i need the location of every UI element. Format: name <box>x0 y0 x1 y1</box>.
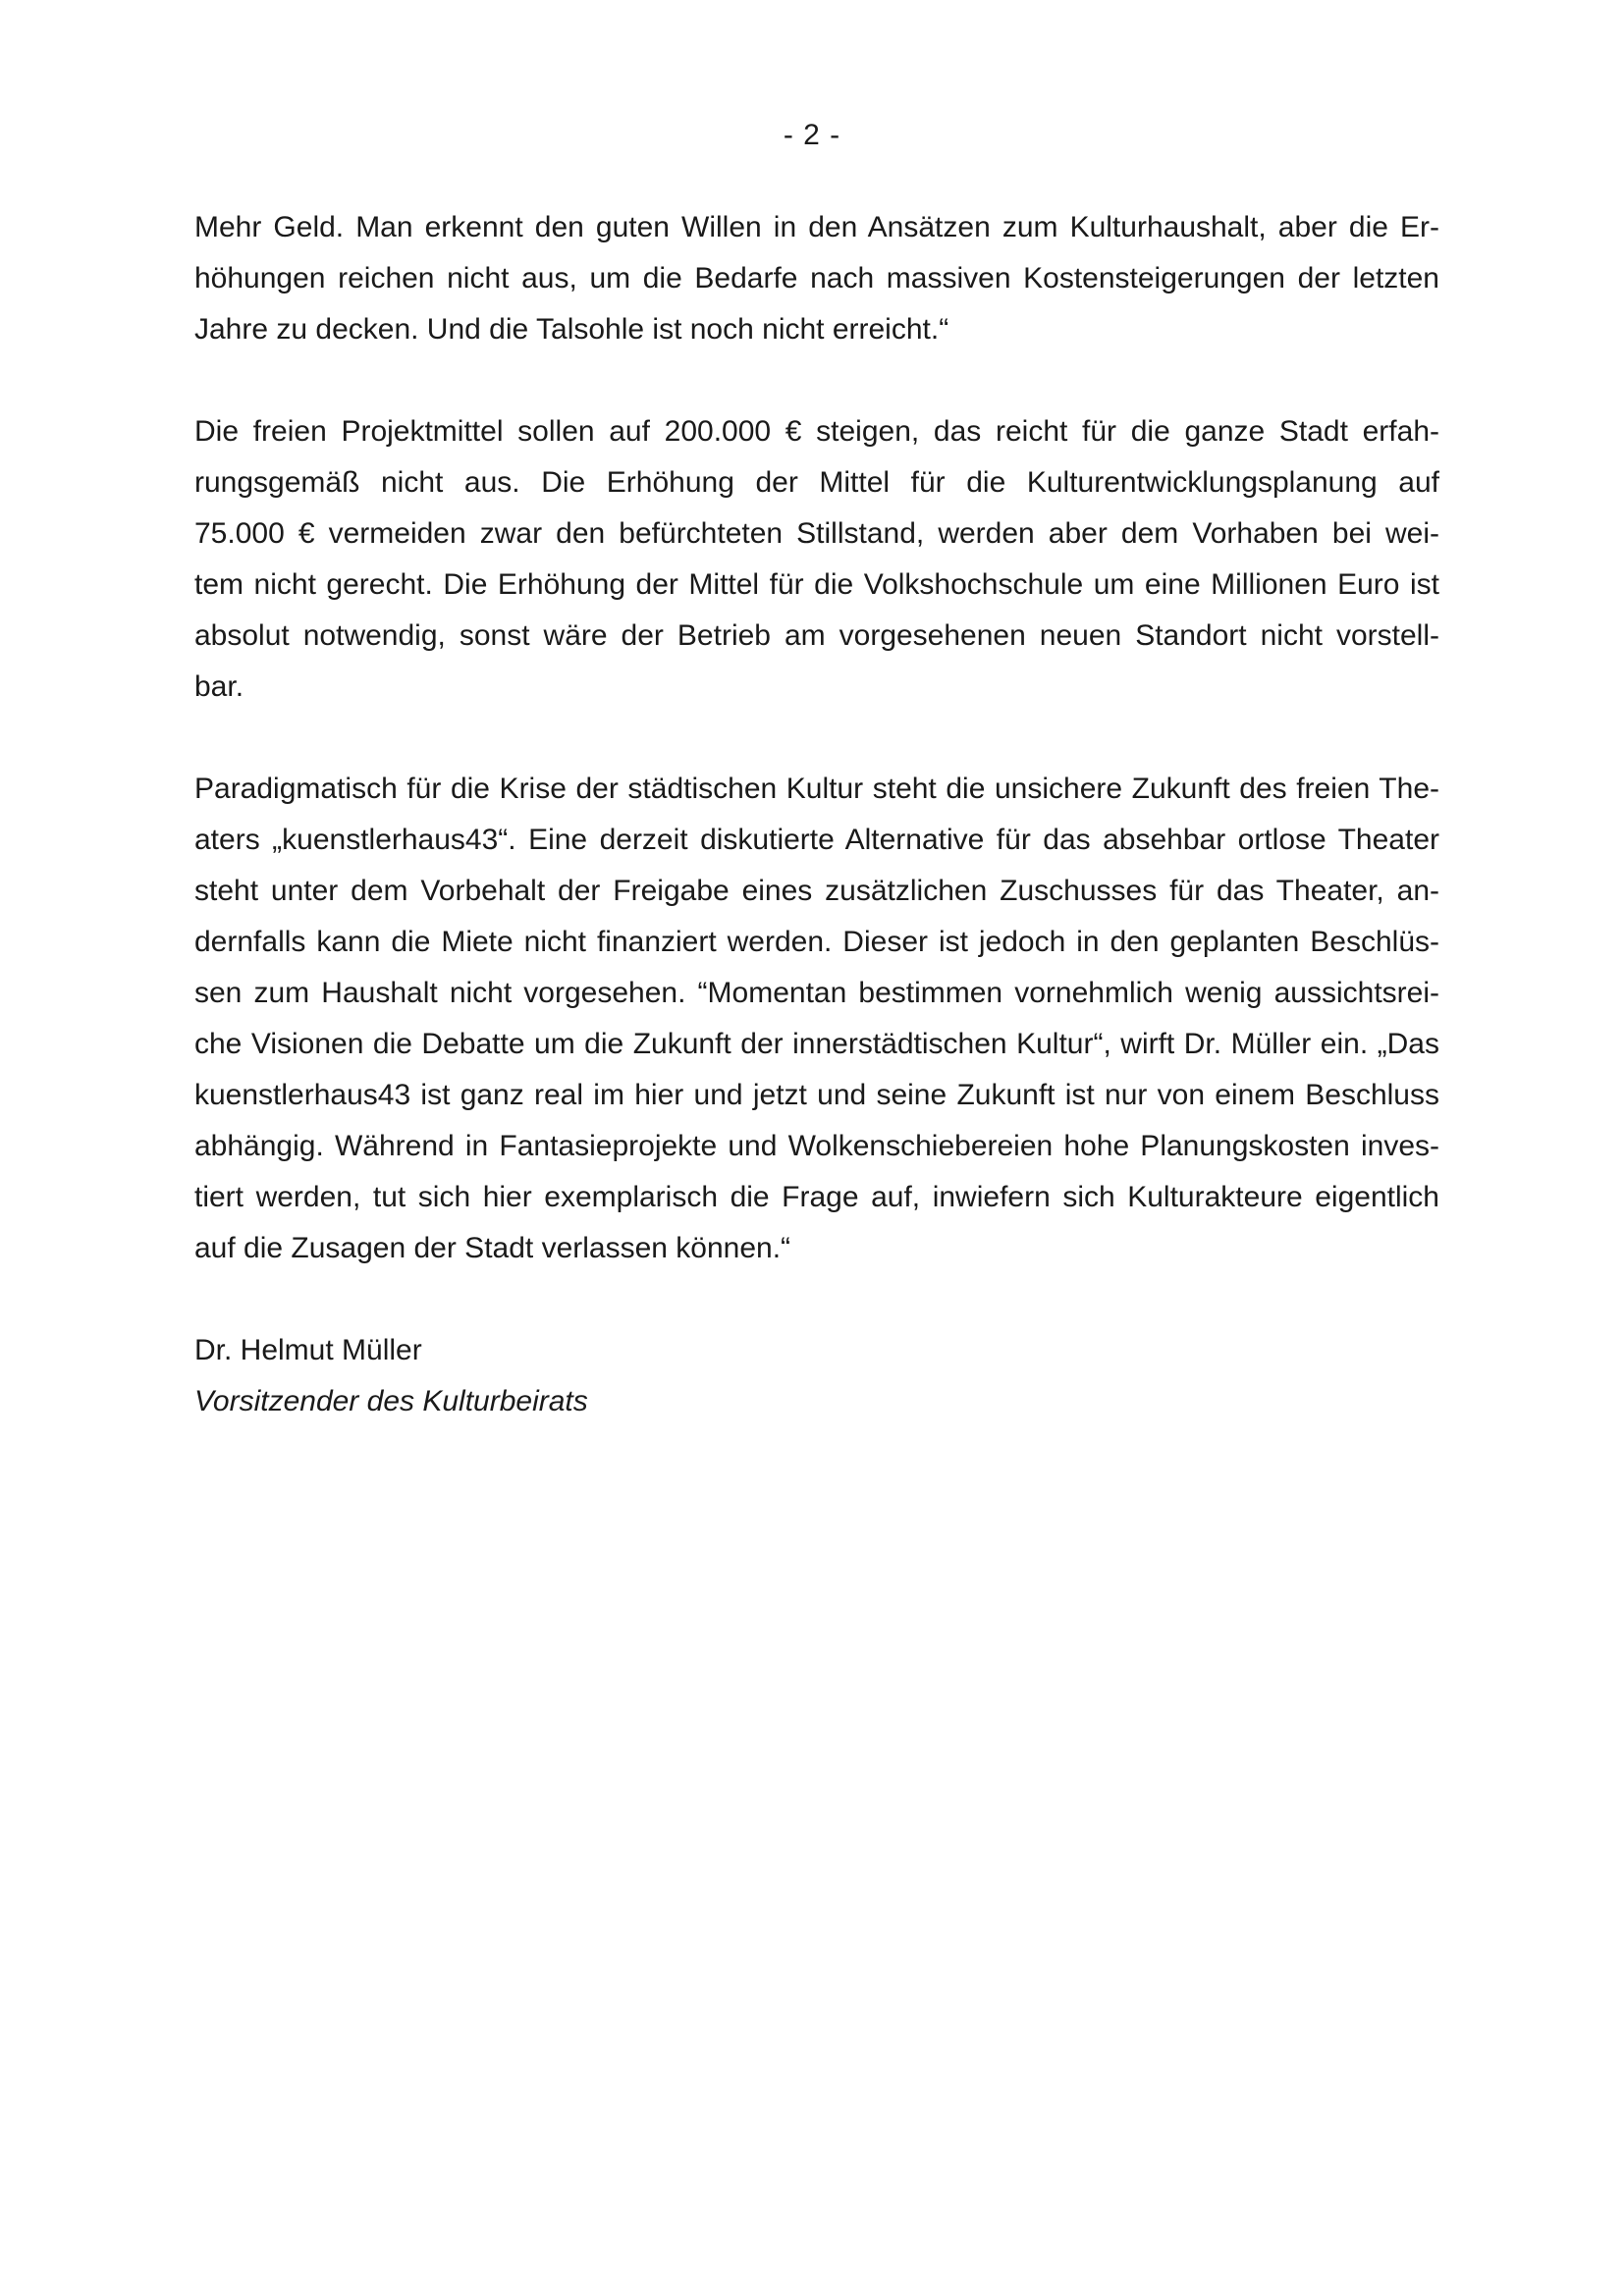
page-number: - 2 - <box>783 119 841 151</box>
text-line: auf die Zusagen der Stadt verlassen können.“ <box>194 1232 791 1264</box>
text-line: tem nicht gerecht. Die Erhöhung der Mittel für die Volkshochschule um eine Millionen Euro ist <box>194 568 1439 601</box>
text-line: rungsgemäß nicht aus. Die Erhöhung der Mittel für die Kulturentwicklungsplanung auf <box>194 466 1439 499</box>
signature-role: Vorsitzender des Kulturbeirats <box>194 1385 588 1417</box>
paragraph-3 <box>194 764 1439 1274</box>
text-line: bar. <box>194 670 244 703</box>
text-line: abhängig. Während in Fantasieprojekte und Wolkenschiebereien hohe Planungskosten inves- <box>194 1130 1439 1162</box>
text-line: steht unter dem Vorbehalt der Freigabe eines zusätzlichen Zuschusses für das Theater, an- <box>194 875 1439 907</box>
signature-block <box>194 1325 1439 1427</box>
paragraph-1 <box>194 202 1439 355</box>
text-line: Paradigmatisch für die Krise der städtischen Kultur steht die unsichere Zukunft des freien The- <box>194 773 1439 805</box>
text-line: Mehr Geld. Man erkennt den guten Willen in den Ansätzen zum Kulturhaushalt, aber die Er- <box>194 211 1439 243</box>
text-line: Die freien Projektmittel sollen auf 200.000 € steigen, das reicht für die ganze Stadt erfah- <box>194 415 1439 448</box>
text-line: höhungen reichen nicht aus, um die Bedarfe nach massiven Kostensteigerungen der letzten <box>194 262 1439 294</box>
text-line: aters „kuenstlerhaus43“. Eine derzeit diskutierte Alternative für das absehbar ortlose Theater <box>194 824 1439 856</box>
text-line: tiert werden, tut sich hier exemplarisch die Frage auf, inwiefern sich Kulturakteure eigentlich <box>194 1181 1439 1213</box>
text-line: dernfalls kann die Miete nicht finanziert werden. Dieser ist jedoch in den geplanten Beschlüs- <box>194 926 1439 958</box>
signature-name: Dr. Helmut Müller <box>194 1334 422 1366</box>
text-line: 75.000 € vermeiden zwar den befürchteten Stillstand, werden aber dem Vorhaben bei wei- <box>194 517 1439 550</box>
text-line: che Visionen die Debatte um die Zukunft der innerstädtischen Kultur“, wirft Dr. Müller ein. „Das <box>194 1028 1439 1060</box>
document-body <box>194 202 1439 1427</box>
paragraph-2 <box>194 406 1439 713</box>
text-line: kuenstlerhaus43 ist ganz real im hier und jetzt und seine Zukunft ist nur von einem Beschluss <box>194 1079 1439 1111</box>
text-line: Jahre zu decken. Und die Talsohle ist noch nicht erreicht.“ <box>194 313 949 346</box>
text-line: sen zum Haushalt nicht vorgesehen. “Momentan bestimmen vornehmlich wenig aussichtsrei- <box>194 977 1439 1009</box>
text-line: absolut notwendig, sonst wäre der Betrieb am vorgesehenen neuen Standort nicht vorstell- <box>194 619 1439 652</box>
